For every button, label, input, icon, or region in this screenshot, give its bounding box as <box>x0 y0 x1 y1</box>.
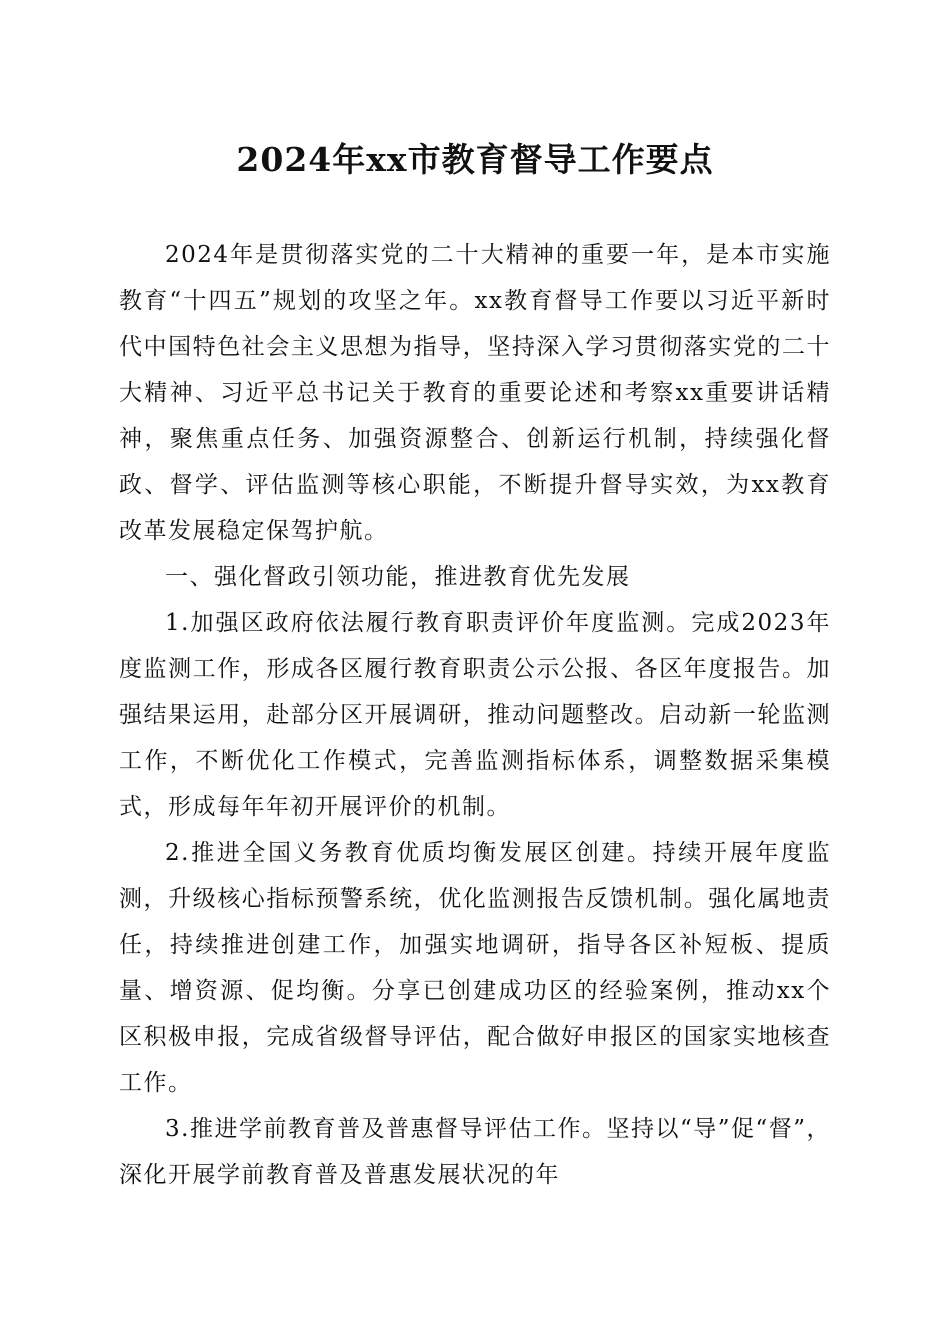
intro-paragraph: 2024年是贯彻落实党的二十大精神的重要一年，是本市实施教育“十四五”规划的攻坚之年。xx教育督导工作要以习近平新时代中国特色社会主义思想为指导，坚持深入学习贯彻落实党的二十大精神、习近平总书记关于教育的重要论述和考察xx重要讲话精神，聚焦重点任务、加强资源整合、创新运行机制，持续强化督政、督学、评估监测等核心职能，不断提升督导实效，为xx教育改革发展稳定保驾护航。 <box>119 242 831 544</box>
item-paragraph-2: 2.推进全国义务教育优质均衡发展区创建。持续开展年度监测，升级核心指标预警系统，优化监测报告反馈机制。强化属地责任，持续推进创建工作，加强实地调研，指导各区补短板、提质量、增资源、促均衡。分享已创建成功区的经验案例，推动xx个区积极申报，完成省级督导评估，配合做好申报区的国家实地核查工作。 <box>119 840 831 1096</box>
document-body <box>119 232 831 1198</box>
document-title: 2024年xx市教育督导工作要点 <box>236 140 714 179</box>
item-paragraph-3: 3.推进学前教育普及普惠督导评估工作。坚持以“导”促“督”，深化开展学前教育普及普惠发展状况的年 <box>119 1116 831 1188</box>
section-heading: 一、强化督政引领功能，推进教育优先发展 <box>165 564 631 590</box>
item-paragraph-1: 1.加强区政府依法履行教育职责评价年度监测。完成2023年度监测工作，形成各区履行教育职责公示公报、各区年度报告。加强结果运用，赴部分区开展调研，推动问题整改。启动新一轮监测工作，不断优化工作模式，完善监测指标体系，调整数据采集模式，形成每年年初开展评价的机制。 <box>119 610 831 820</box>
